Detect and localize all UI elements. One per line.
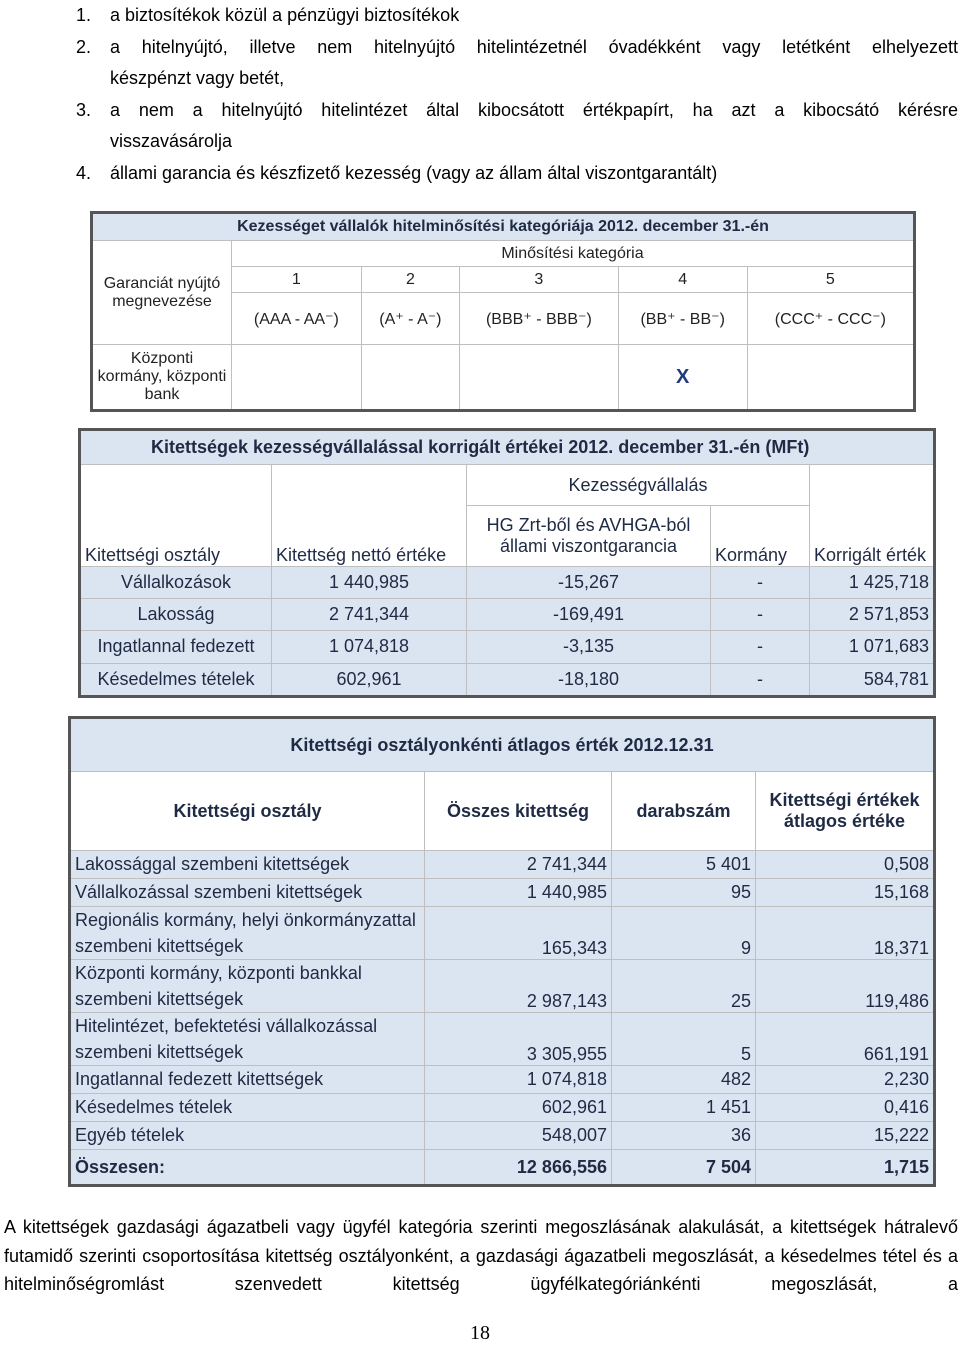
rating-cell: (A⁺ - A⁻) [361,293,459,345]
cell: Összesen: [70,1150,425,1186]
category-cell: 4 [618,267,747,293]
header-count: darabszám [612,772,756,851]
cell: -18,180 [467,663,711,696]
total-row [70,1150,935,1186]
list-text: állami garancia és készfizető kezesség (vagy az állam által viszontgarantált) [110,162,718,183]
rating-cell: (AAA - AA⁻) [232,293,362,345]
cell: - [711,631,810,663]
cell: 2 741,344 [272,598,467,630]
cell: Regionális kormány, helyi önkormányzattal szembeni kitettségek [70,907,425,960]
cell: 1 451 [612,1094,756,1122]
cell: 1,715 [756,1150,935,1186]
rating-category-header: Minősítési kategória [232,241,915,267]
table-row [70,1066,935,1094]
table-row [70,1013,935,1066]
cell: 5 [612,1013,756,1066]
category-cell: 2 [361,267,459,293]
cell: 15,222 [756,1122,935,1150]
cell: Lakossággal szembeni kitettségek [70,851,425,879]
empty-cell [361,345,459,411]
cell: 12 866,556 [425,1150,612,1186]
list-number: 2. [76,36,92,57]
cell: Központi kormány, központi bankkal szembeni kitettségek [70,960,425,1013]
cell: 2 741,344 [425,851,612,879]
list-item [0,95,960,127]
cell: 36 [612,1122,756,1150]
cell: 584,781 [810,663,935,696]
numbered-list [0,0,960,189]
cell: 9 [612,907,756,960]
list-number: 3. [76,99,92,120]
cell: 25 [612,960,756,1013]
cell: -3,135 [467,631,711,663]
body-paragraph: A kitettségek gazdasági ágazatbeli vagy ügyfél kategória szerinti megoszlásának alakulását, a kitettségek hátralevő futamidő szerinti csoportosítása kitettség osztályonként, a gazdasági ágazatbeli megoszlását, a késedelmes tétel és a hitelminőségromlást szenvedett kitettség ügyfélkategóriánkénti megoszlását, a [4,1217,958,1294]
cell: Ingatlannal fedezett [80,631,272,663]
cell: Egyéb tételek [70,1122,425,1150]
cell: 3 305,955 [425,1013,612,1066]
header-class: Kitettségi osztály [70,772,425,851]
table-row [70,907,935,960]
list-text-continued: készpénzt vagy betét, [110,68,285,88]
cell: 602,961 [272,663,467,696]
category-cell: 1 [232,267,362,293]
table-row [70,1122,935,1150]
empty-cell [747,345,914,411]
cell: 2 987,143 [425,960,612,1013]
rating-cell: (BB⁺ - BB⁻) [618,293,747,345]
list-text-continued: visszavásárolja [110,131,233,151]
cell: 2,230 [756,1066,935,1094]
page-number: 18 [470,1322,490,1344]
table-row [80,663,935,696]
list-item [0,0,960,32]
table-row [80,598,935,630]
cell: 7 504 [612,1150,756,1186]
cell: 18,371 [756,907,935,960]
header-average: Kitettségi értékek átlagos értéke [756,772,935,851]
header-class: Kitettségi osztály [80,465,272,566]
table-row [70,1094,935,1122]
cell: 482 [612,1066,756,1094]
cell: 661,191 [756,1013,935,1066]
list-text: a biztosítékok közül a pénzügyi biztosítékok [110,5,460,25]
cell: Vállalkozások [80,566,272,598]
empty-cell [460,345,619,411]
cell: 1 074,818 [425,1066,612,1094]
cell: 1 440,985 [272,566,467,598]
category-cell: 5 [747,267,914,293]
cell: Ingatlannal fedezett kitettségek [70,1066,425,1094]
list-item [0,158,960,190]
row-label: Központi kormány, központi bank [92,345,232,411]
cell: 1 440,985 [425,879,612,907]
list-number: 4. [76,162,92,183]
cell: 5 401 [612,851,756,879]
rating-cell: (CCC⁺ - CCC⁻) [747,293,914,345]
cell: Késedelmes tételek [70,1094,425,1122]
header-total: Összes kitettség [425,772,612,851]
cell: -169,491 [467,598,711,630]
cell: 119,486 [756,960,935,1013]
cell: Hitelintézet, befektetési vállalkozással szembeni kitettségek [70,1013,425,1066]
header-net: Kitettség nettó értéke [272,465,467,566]
guarantor-rating-table [90,211,916,412]
exposure-guarantee-table [78,428,936,698]
mark-cell: X [618,345,747,411]
table-title: Kezességet vállalók hitelminősítési kategóriája 2012. december 31.-én [92,213,915,241]
header-adjusted: Korrigált érték [810,465,935,566]
table-row [80,631,935,663]
table-row [80,566,935,598]
list-text: a nem a hitelnyújtó hitelintézet által kibocsátott értékpapírt, ha azt a kibocsátó kérésre [110,99,958,120]
list-number: 1. [76,5,92,25]
cell: 548,007 [425,1122,612,1150]
category-cell: 3 [460,267,619,293]
cell: Lakosság [80,598,272,630]
cell: - [711,663,810,696]
cell: -15,267 [467,566,711,598]
header-hg: HG Zrt-ből és AVHGA-ból állami viszontgarancia [467,505,711,566]
cell: 0,508 [756,851,935,879]
table-row [70,851,935,879]
cell: 2 571,853 [810,598,935,630]
table-title: Kitettségi osztályonkénti átlagos érték 2012.12.31 [70,718,935,772]
table-row [70,960,935,1013]
cell: 1 071,683 [810,631,935,663]
cell: 1 425,718 [810,566,935,598]
cell: 15,168 [756,879,935,907]
cell: Késedelmes tételek [80,663,272,696]
cell: - [711,598,810,630]
list-text: a hitelnyújtó, illetve nem hitelnyújtó hitelintézetnél óvadékként vagy letétként elhelyezett [110,36,958,57]
empty-cell [232,345,362,411]
cell: - [711,566,810,598]
rating-cell: (BBB⁺ - BBB⁻) [460,293,619,345]
cell: 165,343 [425,907,612,960]
table-row [70,879,935,907]
list-item [0,32,960,64]
table-title: Kitettségek kezességvállalással korrigált értékei 2012. december 31.-én (MFt) [80,430,935,465]
cell: 95 [612,879,756,907]
cell: 1 074,818 [272,631,467,663]
header-government: Kormány [711,505,810,566]
header-guarantee: Kezességvállalás [467,465,810,505]
cell: Vállalkozással szembeni kitettségek [70,879,425,907]
average-exposure-table [68,716,936,1187]
cell: 602,961 [425,1094,612,1122]
guarantor-header: Garanciát nyújtó megnevezése [92,241,232,345]
cell: 0,416 [756,1094,935,1122]
